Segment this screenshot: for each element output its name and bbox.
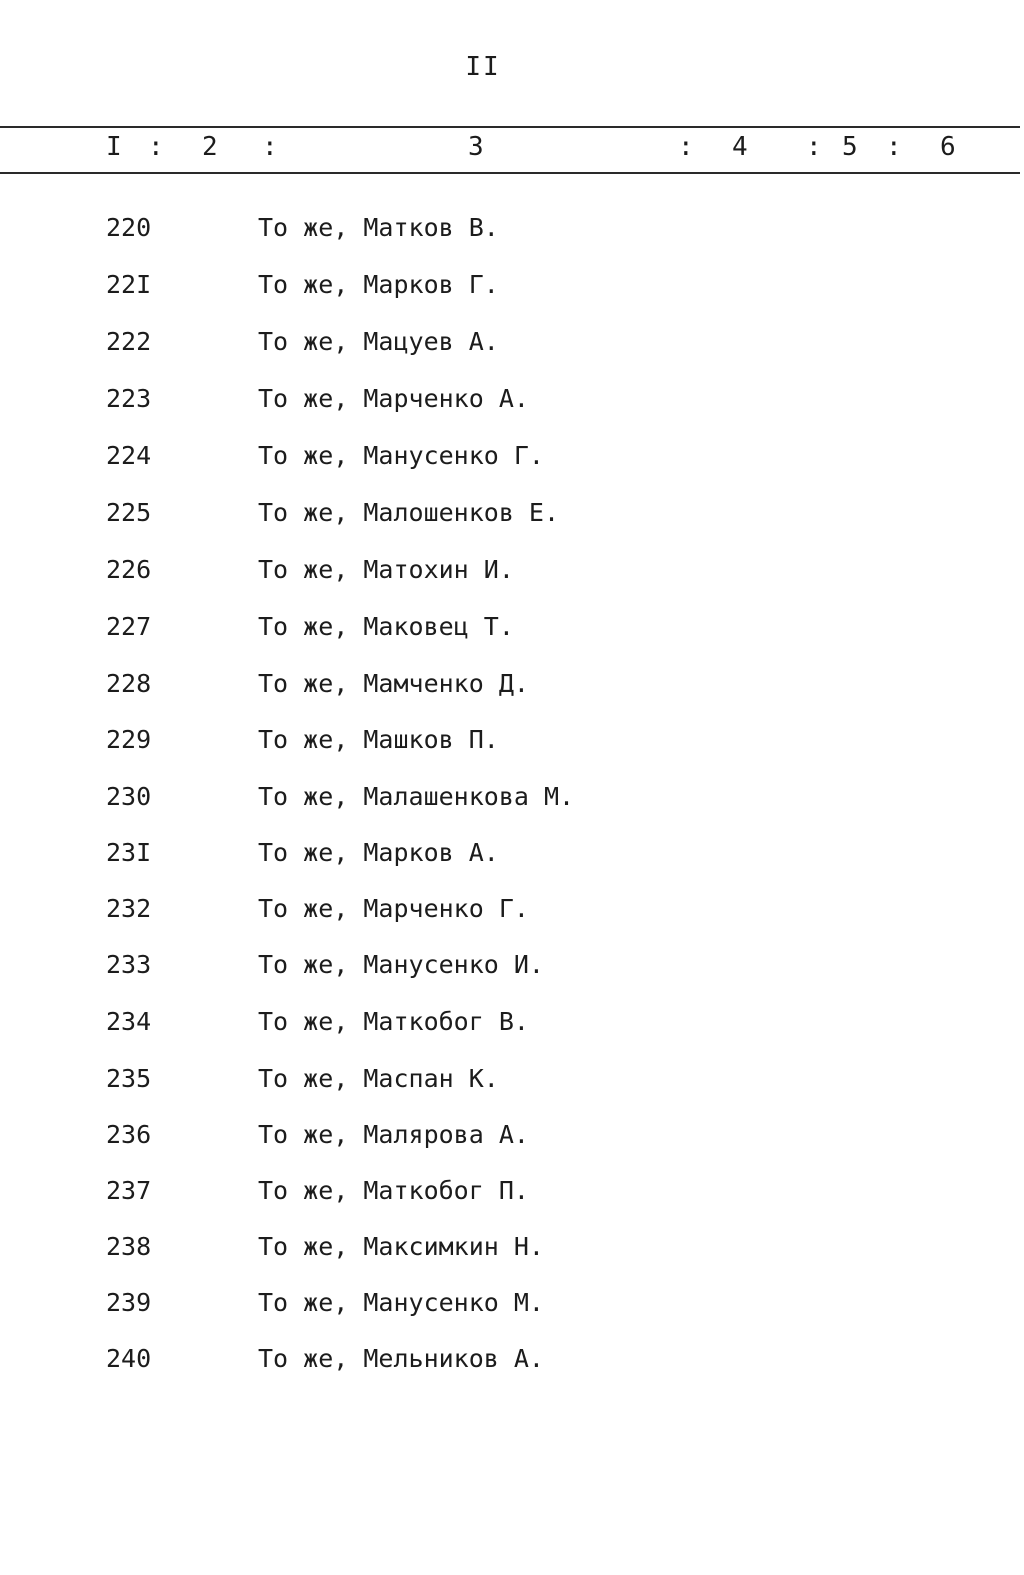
row-number: 228 — [106, 669, 152, 698]
header-col-4: 4 — [732, 132, 748, 162]
row-text: То же, Маткобог П. — [258, 1176, 529, 1205]
row-text: То же, Манусенко И. — [258, 950, 544, 979]
table-row — [0, 1064, 1020, 1104]
header-col-6: 6 — [940, 132, 956, 162]
table-row — [0, 725, 1020, 765]
row-text: То же, Мацуев А. — [258, 327, 499, 356]
table-row — [0, 950, 1020, 990]
header-separator: : — [806, 132, 822, 162]
row-number: 225 — [106, 498, 152, 527]
table-row — [0, 1344, 1020, 1384]
row-text: То же, Маспан К. — [258, 1064, 499, 1093]
table-row — [0, 213, 1020, 253]
row-number: 237 — [106, 1176, 152, 1205]
table-row — [0, 1007, 1020, 1047]
row-number: 233 — [106, 950, 152, 979]
row-text: То же, Малашенкова М. — [258, 782, 575, 811]
row-number: 226 — [106, 555, 152, 584]
table-row — [0, 327, 1020, 367]
row-text: То же, Максимкин Н. — [258, 1232, 544, 1261]
row-text: То же, Марков Г. — [258, 270, 499, 299]
row-number: 224 — [106, 441, 152, 470]
row-text: То же, Маковец Т. — [258, 612, 514, 641]
table-row — [0, 555, 1020, 595]
row-number: 232 — [106, 894, 152, 923]
row-text: То же, Манусенко Г. — [258, 441, 544, 470]
row-text: То же, Марченко Г. — [258, 894, 529, 923]
row-number: 236 — [106, 1120, 152, 1149]
row-text: То же, Мамченко Д. — [258, 669, 529, 698]
row-number: 229 — [106, 725, 152, 754]
row-text: То же, Матохин И. — [258, 555, 514, 584]
header-col-1: I — [106, 132, 122, 162]
row-text: То же, Малярова А. — [258, 1120, 529, 1149]
row-text: То же, Марков А. — [258, 838, 499, 867]
header-col-3: 3 — [468, 132, 484, 162]
header-separator: : — [886, 132, 902, 162]
header-separator: : — [678, 132, 694, 162]
table-row — [0, 612, 1020, 652]
table-top-rule — [0, 126, 1020, 128]
header-separator: : — [262, 132, 278, 162]
table-row — [0, 498, 1020, 538]
table-row — [0, 838, 1020, 878]
row-number: 230 — [106, 782, 152, 811]
header-separator: : — [148, 132, 164, 162]
row-text: То же, Малошенков Е. — [258, 498, 560, 527]
row-text: То же, Манусенко М. — [258, 1288, 544, 1317]
table-row — [0, 270, 1020, 310]
row-text: То же, Матков В. — [258, 213, 499, 242]
row-number: 227 — [106, 612, 152, 641]
row-number: 223 — [106, 384, 152, 413]
header-col-5: 5 — [842, 132, 858, 162]
table-row — [0, 669, 1020, 709]
row-number: 240 — [106, 1344, 152, 1373]
row-number: 238 — [106, 1232, 152, 1261]
row-number: 220 — [106, 213, 152, 242]
row-text: То же, Мельников А. — [258, 1344, 544, 1373]
table-row — [0, 441, 1020, 481]
row-number: 234 — [106, 1007, 152, 1036]
table-row — [0, 1288, 1020, 1328]
table-row — [0, 1176, 1020, 1216]
row-text: То же, Маткобог В. — [258, 1007, 529, 1036]
row-text: То же, Марченко А. — [258, 384, 529, 413]
table-row — [0, 1120, 1020, 1160]
row-number: 22I — [106, 270, 152, 299]
table-row — [0, 1232, 1020, 1272]
table-row — [0, 894, 1020, 934]
page-number: II — [465, 52, 501, 82]
header-col-2: 2 — [202, 132, 218, 162]
table-row — [0, 782, 1020, 822]
row-number: 235 — [106, 1064, 152, 1093]
row-number: 222 — [106, 327, 152, 356]
row-number: 239 — [106, 1288, 152, 1317]
table-row — [0, 384, 1020, 424]
row-number: 23I — [106, 838, 152, 867]
row-text: То же, Машков П. — [258, 725, 499, 754]
table-bottom-rule — [0, 172, 1020, 174]
